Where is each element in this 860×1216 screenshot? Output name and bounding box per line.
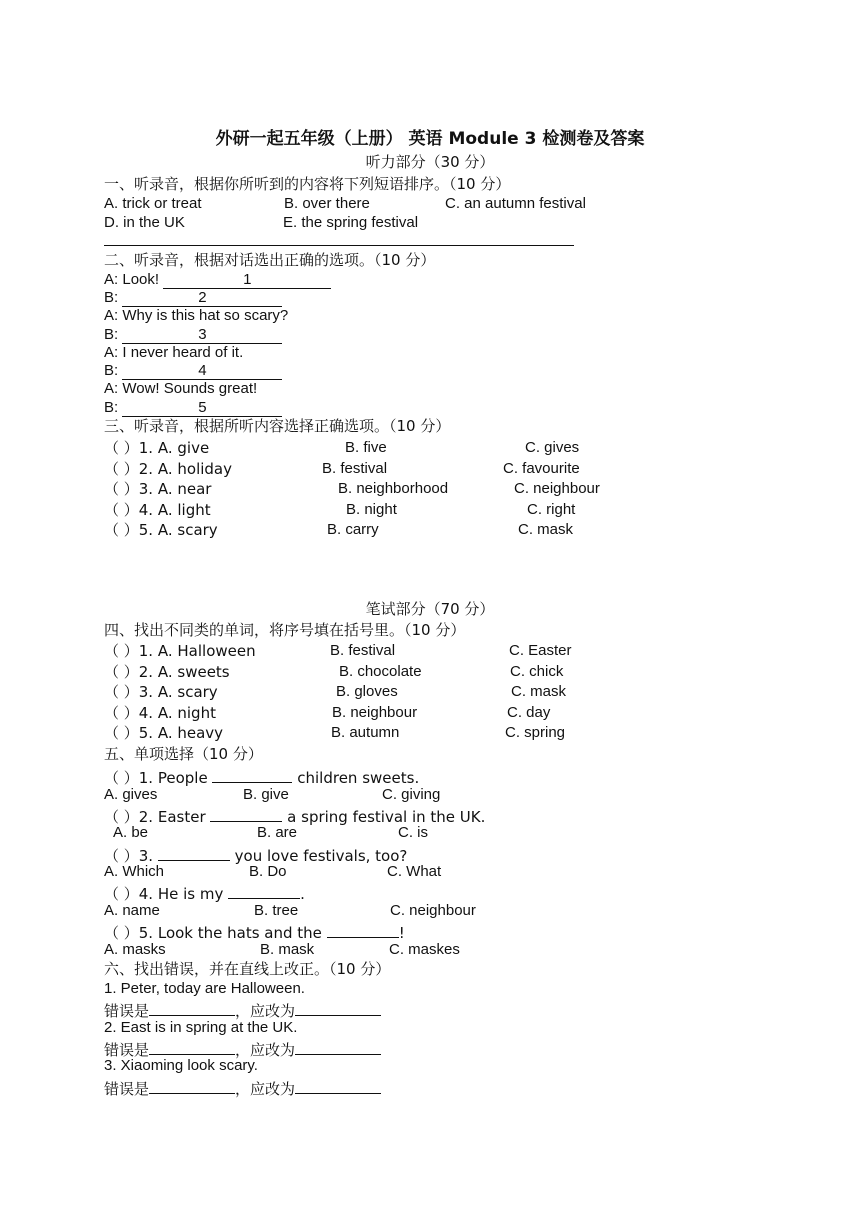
mc-blank[interactable] [158,844,230,861]
dialogue-speaker: B: [104,362,119,379]
fix-label: ，应改为 [235,1041,296,1059]
part4-question: （ ）4. A. night [104,704,216,722]
part1-option-d: D. in the UK [104,214,185,231]
error-label: 错误是 [104,1080,150,1098]
part2-heading: 二、听录音，根据对话选出正确的选项。（10 分） [104,251,436,269]
part3-option-b: B. night [346,501,397,518]
mc-question [104,921,405,942]
part4-option-c: C. Easter [509,642,572,659]
mc-option-c: C. maskes [389,941,460,958]
mc-question-text: a spring festival in the UK. [287,808,486,826]
part4-question: （ ）3. A. scary [104,683,218,701]
dialogue-blank[interactable]: 1 [163,272,331,289]
part3-question: （ ）5. A. scary [104,521,218,539]
error-sentence: 2. East is in spring at the UK. [104,1019,298,1036]
dialogue-text: I never heard of it. [122,344,244,361]
part3-option-c: C. gives [525,439,580,456]
dialogue-speaker: A: [104,344,119,361]
fix-blank[interactable] [295,1038,381,1055]
dialogue-speaker: B: [104,399,119,416]
dialogue-speaker: B: [104,289,119,306]
part5-heading: 五、单项选择（10 分） [104,745,263,763]
error-label: 错误是 [104,1002,150,1020]
mc-option-c: C. What [387,863,442,880]
dialogue-speaker: A: [104,271,119,288]
mc-option-b: B. Do [249,863,287,880]
mc-option-c: C. giving [382,786,441,803]
mc-option-a: A. masks [104,941,166,958]
fix-label: ，应改为 [235,1080,296,1098]
mc-question-text: （ ）5. Look the hats and the [104,924,322,942]
dialogue-line [104,271,331,289]
error-sentence: 3. Xiaoming look scary. [104,1057,258,1074]
dialogue-speaker: A: [104,380,119,397]
dialogue-text: Wow! Sounds great! [122,380,258,397]
part4-heading: 四、找出不同类的单词，将序号填在括号里。（10 分） [104,621,466,639]
mc-question-text: （ ）3. [104,847,154,865]
part4-option-c: C. chick [510,663,564,680]
dialogue-blank[interactable]: 2 [122,290,282,307]
mc-blank[interactable] [327,921,399,938]
part4-option-c: C. day [507,704,551,721]
part1-option-a: A. trick or treat [104,195,202,212]
part1-answer-line[interactable] [104,245,574,246]
mc-question-text: children sweets. [297,769,420,787]
mc-question-text: ! [398,924,405,942]
part3-question: （ ）1. A. give [104,439,210,457]
part3-heading: 三、听录音，根据所听内容选择正确选项。（10 分） [104,417,451,435]
mc-blank[interactable] [210,805,282,822]
dialogue-line [104,399,282,417]
part3-question: （ ）4. A. light [104,501,211,519]
dialogue-line [104,362,282,380]
correction-line [104,1038,381,1059]
document-title: 外研一起五年级（上册） 英语 Module 3 检测卷及答案 [215,129,645,149]
mc-option-b: B. are [257,824,298,841]
dialogue-blank[interactable]: 3 [122,327,282,344]
part3-option-b: B. festival [322,460,388,477]
part1-heading: 一、听录音，根据你所听到的内容将下列短语排序。（10 分） [104,175,511,193]
error-blank[interactable] [149,999,235,1016]
mc-question-text: . [300,885,305,903]
mc-question [104,882,305,903]
part1-option-c: C. an autumn festival [445,195,586,212]
mc-option-c: C. neighbour [390,902,476,919]
mc-option-a: A. name [104,902,160,919]
error-label: 错误是 [104,1041,150,1059]
mc-question-text: （ ）2. Easter [104,808,206,826]
fix-label: ，应改为 [235,1002,296,1020]
mc-question-text: （ ）4. He is my [104,885,224,903]
dialogue-speaker: B: [104,326,119,343]
part3-option-b: B. neighborhood [338,480,449,497]
part4-option-c: C. mask [511,683,567,700]
mc-option-a: A. Which [104,863,165,880]
written-section-header: 笔试部分（70 分） [365,600,495,618]
error-sentence: 1. Peter, today are Halloween. [104,980,305,997]
part6-heading: 六、找出错误，并在直线上改正。（10 分） [104,960,391,978]
dialogue-blank[interactable]: 4 [122,363,282,380]
part4-option-b: B. autumn [331,724,400,741]
dialogue-line [104,380,257,398]
mc-question-text: you love festivals, too? [234,847,408,865]
part1-option-b: B. over there [284,195,370,212]
mc-option-a: A. be [113,824,149,841]
mc-option-b: B. tree [254,902,299,919]
mc-option-a: A. gives [104,786,158,803]
part1-option-e: E. the spring festival [283,214,419,231]
part4-option-b: B. chocolate [339,663,422,680]
part3-option-c: C. right [527,501,576,518]
part4-question: （ ）2. A. sweets [104,663,230,681]
part4-option-c: C. spring [505,724,566,741]
fix-blank[interactable] [295,1077,381,1094]
mc-question [104,766,419,787]
part4-option-b: B. festival [330,642,396,659]
part3-option-c: C. mask [518,521,574,538]
mc-option-c: C. is [398,824,428,841]
part3-option-b: B. five [345,439,387,456]
mc-option-b: B. mask [260,941,315,958]
mc-question [104,805,485,826]
listening-section-header: 听力部分（30 分） [365,153,495,171]
dialogue-text: Why is this hat so scary? [122,307,289,324]
part3-option-c: C. neighbour [514,480,600,497]
dialogue-line [104,344,243,362]
dialogue-line [104,289,282,307]
part4-option-b: B. neighbour [332,704,418,721]
dialogue-line [104,326,282,344]
dialogue-speaker: A: [104,307,119,324]
part3-question: （ ）2. A. holiday [104,460,232,478]
part4-question: （ ）5. A. heavy [104,724,224,742]
part3-option-b: B. carry [327,521,379,538]
mc-question [104,844,407,865]
part4-question: （ ）1. A. Halloween [104,642,256,660]
correction-line [104,1077,381,1098]
error-blank[interactable] [149,1077,235,1094]
dialogue-line [104,307,288,325]
error-blank[interactable] [149,1038,235,1055]
correction-line [104,999,381,1020]
part3-question: （ ）3. A. near [104,480,212,498]
fix-blank[interactable] [295,999,381,1016]
part4-option-b: B. gloves [336,683,398,700]
mc-question-text: （ ）1. People [104,769,208,787]
mc-blank[interactable] [228,882,300,899]
mc-option-b: B. give [243,786,289,803]
dialogue-text: Look! [122,271,160,288]
part3-option-c: C. favourite [503,460,580,477]
mc-blank[interactable] [212,766,292,783]
dialogue-blank[interactable]: 5 [122,400,282,417]
